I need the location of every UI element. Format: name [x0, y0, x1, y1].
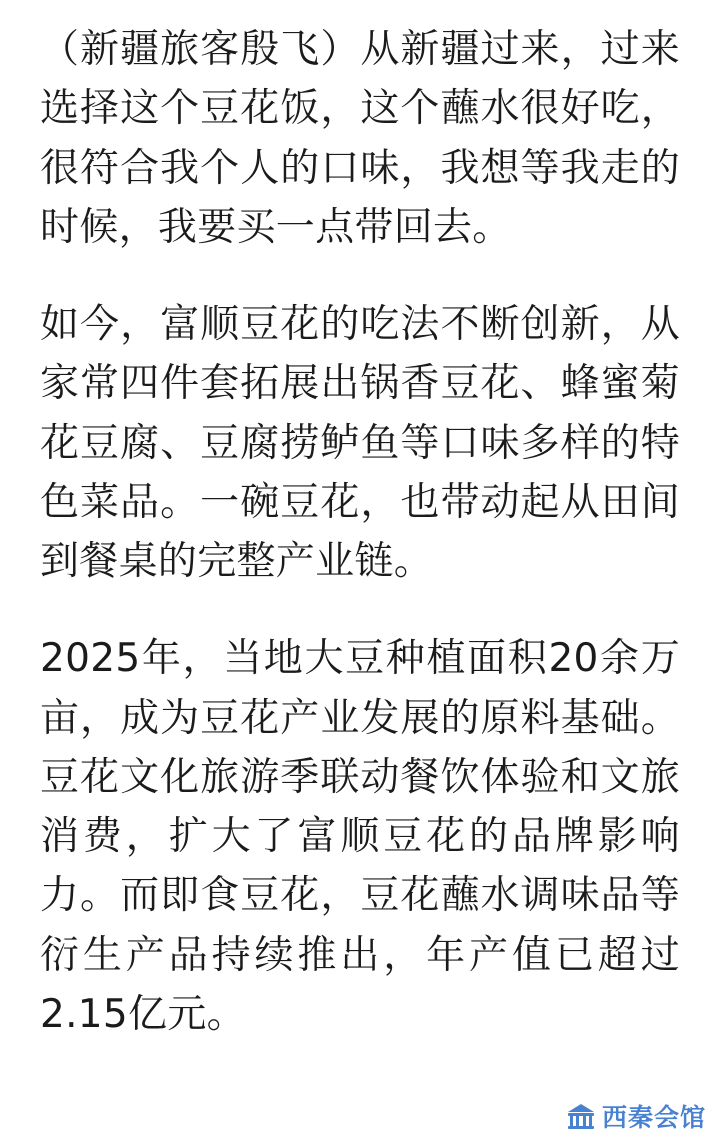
watermark-label: 西秦会馆	[601, 1103, 706, 1132]
building-icon	[566, 1101, 596, 1131]
watermark	[566, 1098, 706, 1134]
article-paragraph: （新疆旅客殷飞）从新疆过来，过来选择这个豆花饭，这个蘸水很好吃，很符合我个人的口味，我想等我走的时候，我要买一点带回去。	[40, 27, 680, 250]
article-paragraph: 2025年，当地大豆种植面积20余万亩，成为豆花产业发展的原料基础。豆花文化旅游季联动餐饮体验和文旅消费，扩大了富顺豆花的品牌影响力。而即食豆花，豆花蘸水调味品等衍生产品持续推出，年产值已超过2.15亿元。	[40, 636, 680, 1037]
article-paragraph: 如今，富顺豆花的吃法不断创新，从家常四件套拓展出锅香豆花、蜂蜜菊花豆腐、豆腐捞鲈鱼等口味多样的特色菜品。一碗豆花，也带动起从田间到餐桌的完整产业链。	[40, 302, 680, 585]
